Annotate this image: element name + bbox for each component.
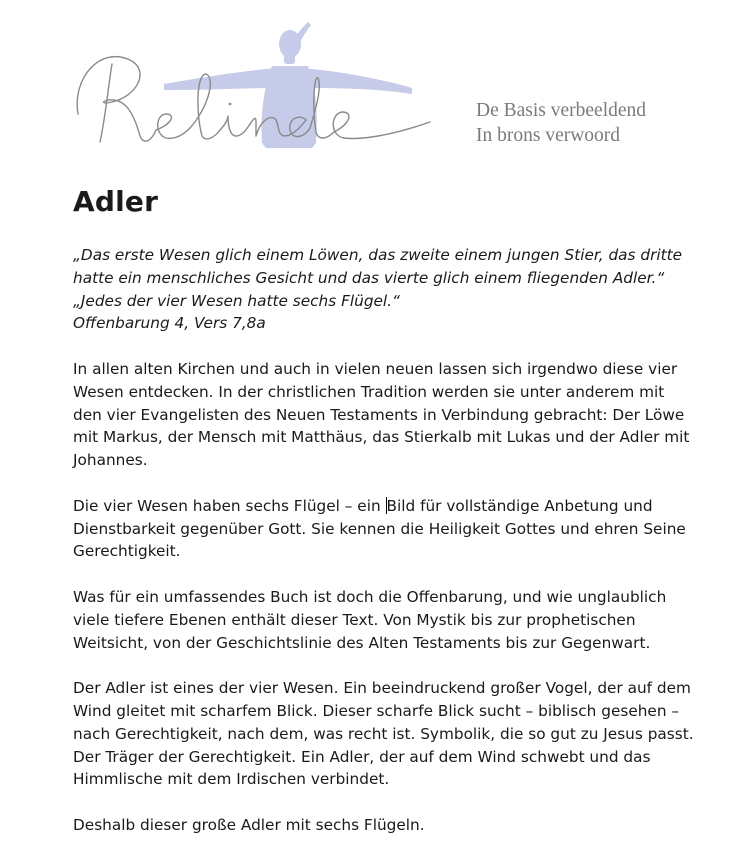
text-line: Dienstbarkeit gegenüber Gott. Sie kennen die Heiligkeit Gottes und ehren Seine: [73, 519, 686, 538]
tagline-line-2: In brons verwoord: [476, 125, 621, 146]
text-line: Was für ein umfassendes Buch ist doch die Offenbarung, und wie unglaublich: [73, 587, 667, 606]
letterhead: [60, 18, 710, 158]
text-line: Johannes.: [73, 451, 148, 470]
document-body: [73, 182, 703, 837]
paragraph-2[interactable]: [73, 495, 703, 563]
relinde-logo: [60, 18, 450, 158]
text-line: Deshalb dieser große Adler mit sechs Flügeln.: [73, 815, 425, 834]
paragraph-5[interactable]: [73, 814, 703, 837]
text-line: Gerechtigkeit.: [73, 542, 181, 561]
quote-line: „Jedes der vier Wesen hatte sechs Flügel.“: [73, 291, 400, 310]
text-line: nach Gerechtigkeit, nach dem, was recht ist. Symbolik, die so gut zu Jesus passt.: [73, 724, 694, 743]
text-line: Wesen entdecken. In der christlichen Tradition werden sie unter anderem mit: [73, 382, 665, 401]
text-line: Himmlische mit dem Irdischen verbindet.: [73, 770, 390, 789]
text-line: Wind gleitet mit scharfem Blick. Dieser scharfe Blick sucht – biblisch gesehen –: [73, 701, 680, 720]
text-before-caret: Die vier Wesen haben sechs Flügel – ein: [73, 496, 386, 515]
logo-script-lettering: [77, 57, 430, 142]
quote-line: hatte ein menschliches Gesicht und das vierte glich einem fliegenden Adler.“: [73, 268, 665, 287]
text-line: viele tiefere Ebenen enthält dieser Text. Von Mystik bis zur prophetischen: [73, 610, 636, 629]
document-title: Adler: [73, 185, 159, 218]
text-line: Der Träger der Gerechtigkeit. Ein Adler, der auf dem Wind schwebt und das: [73, 747, 651, 766]
text-line: mit Markus, der Mensch mit Matthäus, das Stierkalb mit Lukas und der Adler mit: [73, 428, 690, 447]
text-after-caret: Bild für vollständige Anbetung und: [386, 496, 653, 515]
text-line: den vier Evangelisten des Neuen Testaments in Verbindung gebracht: Der Löwe: [73, 405, 685, 424]
tagline-line-1: De Basis verbeeldend: [476, 100, 647, 121]
bible-quote: [73, 244, 703, 335]
paragraph-1[interactable]: [73, 358, 703, 472]
quote-line: „Das erste Wesen glich einem Löwen, das zweite einem jungen Stier, das dritte: [73, 246, 683, 264]
paragraph-3[interactable]: [73, 586, 703, 654]
text-line-with-caret: [73, 495, 703, 518]
text-line: Weitsicht, von der Geschichtslinie des Alten Testaments bis zur Gegenwart.: [73, 633, 651, 652]
quote-reference: Offenbarung 4, Vers 7,8a: [73, 314, 266, 333]
figure-silhouette-icon: [164, 22, 412, 148]
paragraph-4[interactable]: [73, 677, 703, 791]
text-line: Der Adler ist eines der vier Wesen. Ein beeindruckend großer Vogel, der auf dem: [73, 679, 691, 698]
text-line: In allen alten Kirchen und auch in vielen neuen lassen sich irgendwo diese vier: [73, 359, 678, 378]
tagline: [476, 98, 646, 148]
